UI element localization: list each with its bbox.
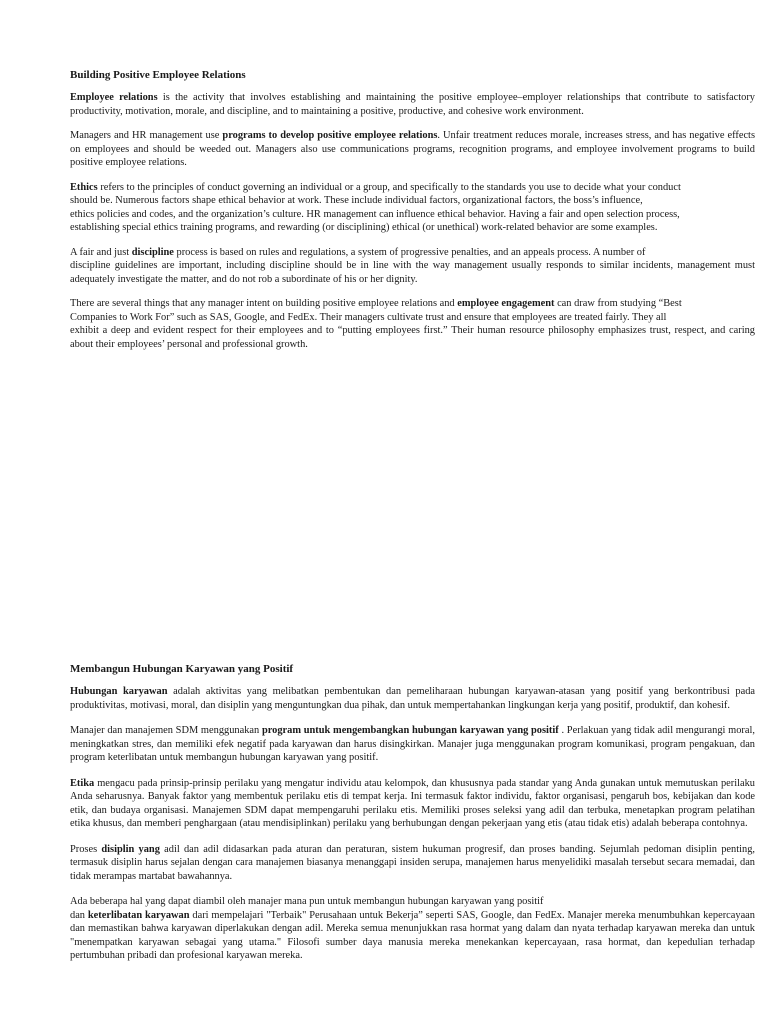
- indonesian-paragraph-keterlibatan: Ada beberapa hal yang dapat diambil oleh manajer mana pun untuk membangun hubungan karyawan yang positif dan keterlibatan karyawan dari mempelajari "Terbaik" Perusahaan untuk Bekerja” seperti SAS, Google, dan FedEx. Manajer mereka menumbuhkan kepercayaan dan memastikan bahwa karyawan diperlakukan dengan adil. Mereka semua menunjukkan rasa hormat yang dalam dan nyata terhadap karyawan mereka dan untuk "menempatkan karyawan sebagai yang utama." Filosofi sumber daya manusia mereka menekankan kepercayaan, rasa hormat, dan kepedulian terhadap pertumbuhan pribadi dan profesional karyawan mereka.: [70, 896, 755, 961]
- term-employee-engagement: employee engagement: [457, 298, 555, 309]
- english-paragraph-programs: Managers and HR management use programs to develop positive employee relations. Unfair treatment reduces morale, increases stress, and has negative effects on employees and should be weeded out. Managers also use communications programs, recognition programs, and employee involvement programs to build positive employee relations.: [70, 130, 755, 168]
- english-paragraph-engagement: There are several things that any manager intent on building positive employee relations and employee engagement can draw from studying “Best Companies to Work For” such as SAS, Google, and FedEx. Their managers cultivate trust and ensure that employees are treated fairly. They all exhibit a deep and evident respect for their employees and to “putting employees first.” Their human resource philosophy emphasizes trust, respect, and caring about their employees’ personal and professional growth.: [70, 298, 755, 350]
- english-paragraph-ethics: Ethics refers to the principles of conduct governing an individual or a group, and specifically to the standards you use to decide what your conduct should be. Numerous factors shape ethical behavior at work. These include individual factors, organizational factors, the boss’s influence, ethics policies and codes, and the organization’s culture. HR management can influence ethical behavior. Having a fair and open selection process, establishing special ethics training programs, and rewarding (or disciplining) ethical (or unethical) work-related behavior are some examples.: [70, 181, 681, 233]
- english-paragraph-employee-relations: Employee relations is the activity that involves establishing and maintaining the positive employee–employer relationships that contribute to satisfactory productivity, motivation, morale, and discipline, and to maintaining a positive, productive, and cohesive work environment.: [70, 92, 755, 117]
- term-ethics: Ethics: [70, 181, 98, 193]
- indonesian-paragraph-program: Manajer dan manajemen SDM menggunakan program untuk mengembangkan hubungan karyawan yang positif . Perlakuan yang tidak adil mengurangi moral, meningkatkan stres, dan memiliki efek negatif pada karyawan dan harus disingkirkan. Manajer juga menggunakan program komunikasi, program pengakuan, dan program keterlibatan untuk membangun hubungan karyawan yang positif.: [70, 725, 755, 763]
- term-employee-relations: Employee relations: [70, 92, 158, 103]
- indonesian-title: Membangun Hubungan Karyawan yang Positif: [70, 663, 294, 675]
- indonesian-section: [70, 662, 755, 975]
- term-program: program untuk mengembangkan hubungan karyawan yang positif: [261, 725, 559, 736]
- term-keterlibatan-karyawan: keterlibatan karyawan: [87, 909, 190, 921]
- term-programs: programs to develop positive employee relations: [222, 130, 438, 141]
- term-hubungan-karyawan: Hubungan karyawan: [70, 686, 168, 697]
- english-title: Building Positive Employee Relations: [70, 69, 246, 81]
- indonesian-paragraph-disiplin: Proses disiplin yang adil dan adil didasarkan pada aturan dan peraturan, sistem hukuman progresif, dan proses banding. Sejumlah pedoman disiplin penting, termasuk disiplin harus sejalan dengan cara manajemen biasanya menanggapi insiden serupa, manajemen harus menyelidiki masalah tersebut secara memadai, dan tidak merampas martabat bawahannya.: [70, 843, 755, 882]
- term-etika: Etika: [70, 777, 95, 789]
- indonesian-paragraph-etika: Etika mengacu pada prinsip-prinsip perilaku yang mengatur individu atau kelompok, dan khususnya pada standar yang Anda gunakan untuk memutuskan perilaku Anda seharusnya. Banyak faktor yang membentuk perilaku etis di tempat kerja. Ini termasuk faktor individu, faktor organisasi, pengaruh bos, kebijakan dan kode etik, dan budaya organisasi. Manajemen SDM dapat mempengaruhi perilaku etis. Memiliki proses seleksi yang adil dan terbuka, menetapkan program pelatihan etika khusus, dan memberi penghargaan (atau mendisiplinkan) perilaku yang berhubungan dengan pekerjaan yang etis (atau tidak etis) adalah beberapa contohnya.: [70, 777, 755, 829]
- english-paragraph-discipline: A fair and just discipline process is based on rules and regulations, a system of progressive penalties, and an appeals process. A number of discipline guidelines are important, including discipline should be in line with the way management usually responds to similar incidents, management must adequately investigate the matter, and do not rob a subordinate of his or her dignity.: [70, 246, 755, 285]
- indonesian-paragraph-hubungan: Hubungan karyawan adalah aktivitas yang melibatkan pembentukan dan pemeliharaan hubungan karyawan-atasan yang positif yang berkontribusi pada produktivitas, motivasi, moral, dan disiplin yang menguntungkan dua pihak, dan untuk mempertahankan lingkungan kerja yang positif, produktif, dan kohesif.: [70, 686, 756, 711]
- english-section: [70, 68, 755, 362]
- term-discipline: discipline: [131, 246, 174, 258]
- term-disiplin: disiplin yang: [101, 843, 160, 855]
